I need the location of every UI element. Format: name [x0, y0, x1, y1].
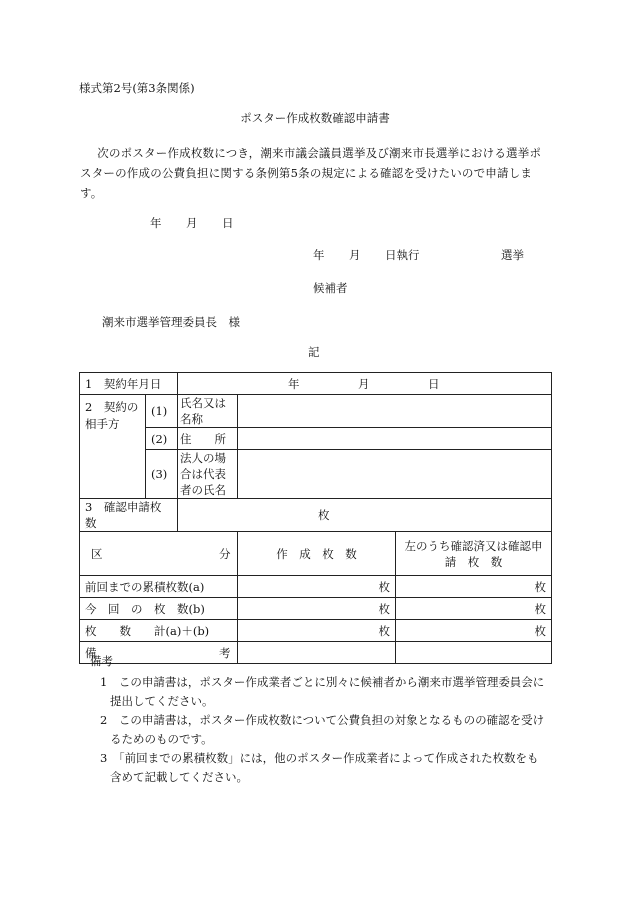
exec-election: 選挙 — [501, 248, 524, 262]
row-label: 前回までの累積枚数(a) — [80, 576, 238, 598]
created-header: 作 成 枚 数 — [238, 532, 396, 576]
party-name-no: (1) — [146, 395, 178, 428]
party-address-row — [80, 428, 552, 450]
request-count-row — [80, 499, 552, 532]
party-name-row — [80, 395, 552, 428]
row-label: 今 回 の 枚 数(b) — [80, 598, 238, 620]
notes-heading: 備考 — [90, 654, 113, 668]
party-rep-row — [80, 450, 552, 499]
addressee: 潮来市選挙管理委員長 様 — [102, 315, 240, 329]
confirmed-count[interactable]: 枚 — [396, 598, 552, 620]
ki-label: 記 — [308, 345, 320, 359]
request-count-label: 3 確認申請枚数 — [80, 499, 178, 532]
party-address-no: (2) — [146, 428, 178, 450]
request-count-unit: 枚 — [318, 508, 330, 522]
created-count[interactable]: 枚 — [238, 576, 396, 598]
category-header — [80, 532, 238, 576]
note-item: 3 「前回までの累積枚数」には，他のポスター作成業者によって作成された枚数をも含めて記載してください。 — [100, 751, 539, 784]
table-row — [80, 598, 552, 620]
exec-month: 月 — [349, 248, 361, 262]
remarks-label-1: 備 — [85, 645, 97, 660]
confirmed-count[interactable]: 枚 — [396, 620, 552, 642]
date-year: 年 — [150, 216, 162, 230]
election-execution-line — [313, 247, 524, 263]
created-count[interactable]: 枚 — [238, 598, 396, 620]
date-day: 日 — [222, 216, 234, 230]
party-rep-field[interactable] — [238, 450, 552, 499]
contract-day: 日 — [428, 376, 440, 391]
party-rep-label: 法人の場合は代表者の氏名 — [178, 450, 238, 499]
contract-date-row — [80, 373, 552, 395]
contract-date-label: 1 契約年月日 — [80, 373, 178, 395]
party-label: 2 契約の相手方 — [80, 395, 146, 499]
note-item: 1 この申請書は，ポスター作成業者ごとに別々に候補者から潮来市選挙管理委員会に提出してください。 — [100, 675, 545, 708]
category-header-1: 区 — [91, 546, 103, 561]
note-item: 2 この申請書は，ポスター作成枚数について公費負担の対象となるものの確認を受けるためのものです。 — [100, 713, 545, 746]
request-count-field[interactable] — [178, 499, 552, 532]
party-address-field[interactable] — [238, 428, 552, 450]
table-row — [80, 576, 552, 598]
application-date — [150, 215, 234, 231]
party-address-label: 住 所 — [178, 428, 238, 450]
contract-year: 年 — [288, 376, 300, 391]
confirmed-header: 左のうち確認済又は確認申 請 枚 数 — [396, 532, 552, 576]
remarks-label-2: 考 — [219, 645, 231, 660]
contract-date-value[interactable] — [178, 373, 552, 395]
form-number: 様式第2号(第3条関係) — [79, 81, 195, 95]
document-title: ポスター作成枚数確認申請書 — [240, 111, 390, 125]
category-header-2: 分 — [219, 546, 231, 561]
date-month: 月 — [186, 216, 198, 230]
intro-paragraph: 次のポスター作成枚数につき，潮来市議会議員選挙及び潮来市長選挙における選挙ポスターの作成の公費負担に関する条例第5条の規定による確認を受けたいので申請します。 — [80, 146, 542, 200]
contract-month: 月 — [358, 376, 370, 391]
exec-year: 年 — [313, 248, 325, 262]
confirmed-count[interactable]: 枚 — [396, 576, 552, 598]
notes-section — [90, 652, 550, 787]
exec-executed: 日執行 — [385, 248, 420, 262]
table-row — [80, 620, 552, 642]
row-label: 枚 数 計(a)＋(b) — [80, 620, 238, 642]
header-row — [80, 532, 552, 576]
party-name-field[interactable] — [238, 395, 552, 428]
party-rep-no: (3) — [146, 450, 178, 499]
created-count[interactable]: 枚 — [238, 620, 396, 642]
application-table — [79, 372, 555, 664]
candidate-label: 候補者 — [313, 281, 348, 295]
party-name-label: 氏名又は名称 — [178, 395, 238, 428]
